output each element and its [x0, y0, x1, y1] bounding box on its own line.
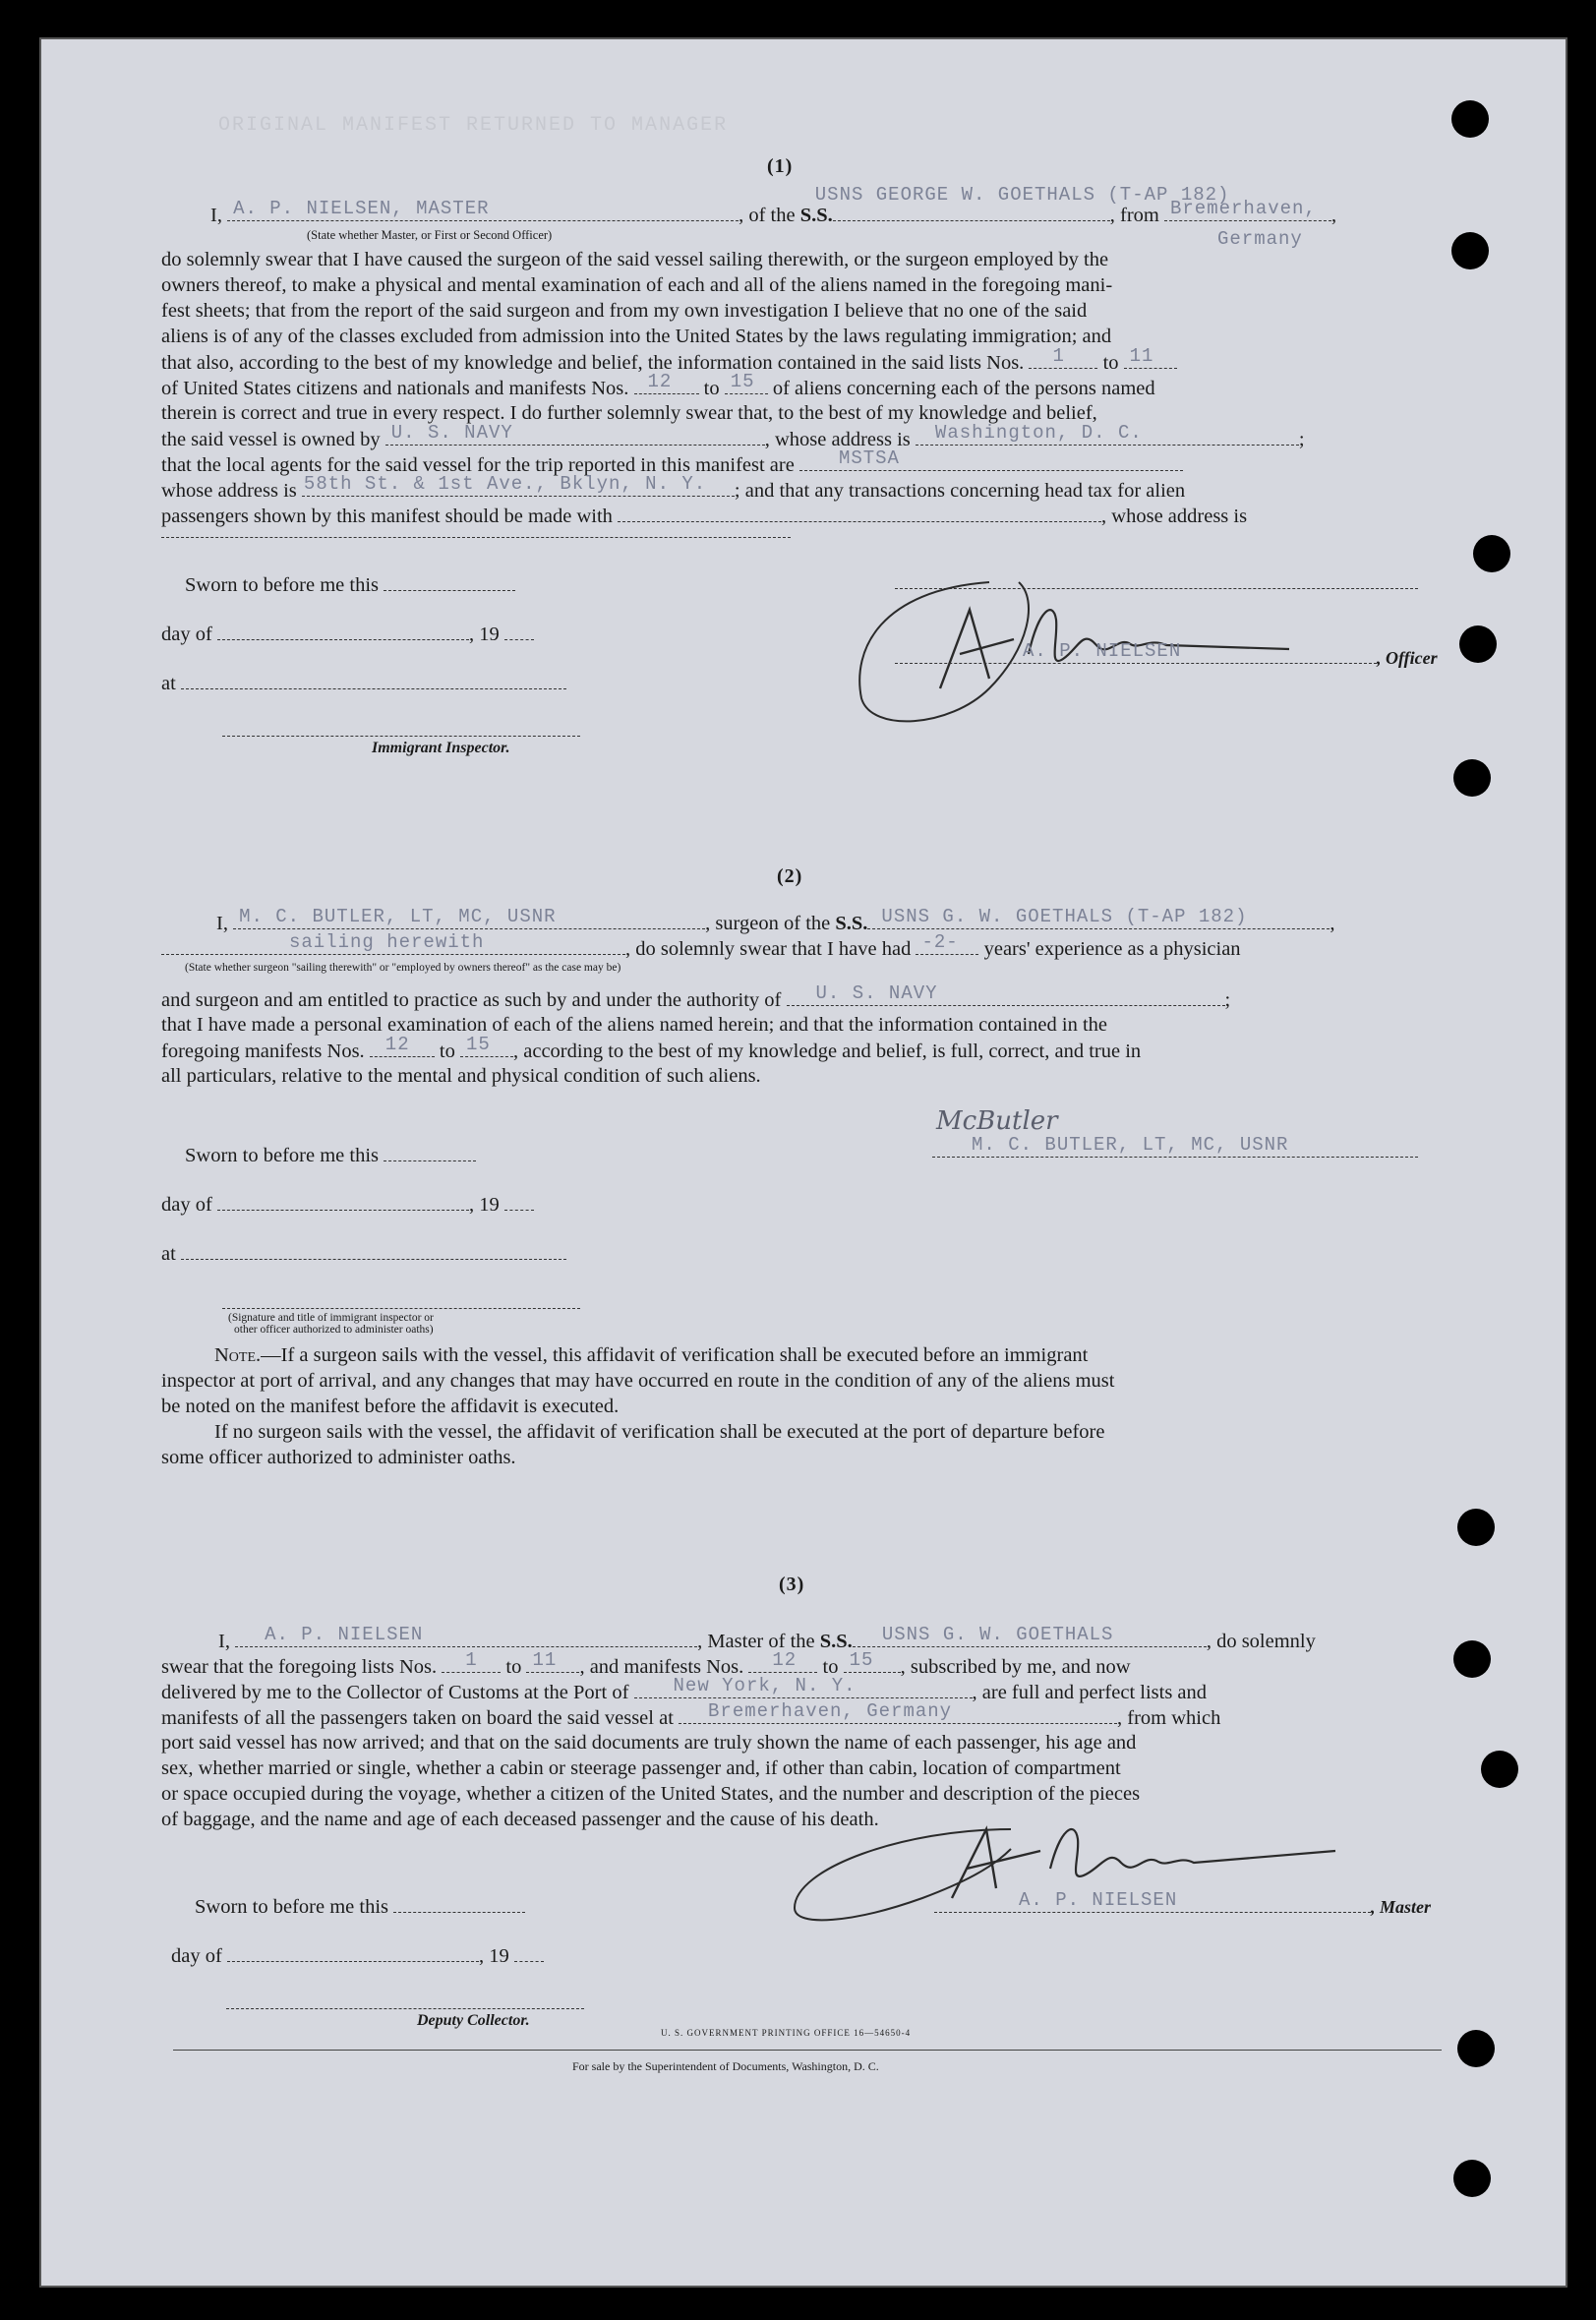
- ss-label: S.S.: [835, 913, 868, 934]
- punch-hole: [1457, 1509, 1495, 1546]
- surgeon-state-note: (State whether surgeon "sailing therewith" or "employed by owners thereof" as the case may be): [185, 962, 621, 974]
- punch-hole: [1451, 100, 1489, 138]
- sec2-line-1: I, M. C. BUTLER, LT, MC, USNR , surgeon of the S.S. USNS G. W. GOETHALS (T-AP 182) ,: [216, 906, 1335, 934]
- sec2-line-3: and surgeon and am entitled to practice as such by and under the authority of U. S. NAVY ;: [161, 982, 1231, 1011]
- sec2-manifests-line: foregoing manifests Nos. 12 to 15 , according to the best of my knowledge and belief, is full, correct, and true in: [161, 1034, 1142, 1062]
- sec3-line-4: manifests of all the passengers taken on board the said vessel at Bremerhaven, Germany , from which: [161, 1700, 1221, 1729]
- sec3-line-1: I, A. P. NIELSEN , Master of the S.S. USNS G. W. GOETHALS , do solemnly: [218, 1624, 1316, 1652]
- sec2-sworn: Sworn to before me this: [185, 1143, 476, 1167]
- punch-hole: [1459, 625, 1497, 663]
- note-line-1: Note.—If a surgeon sails with the vessel, this affidavit of verification shall be executed before an immigrant: [214, 1344, 1089, 1366]
- svg-text:McButler: McButler: [936, 1106, 1058, 1136]
- punch-hole: [1473, 535, 1510, 572]
- sworn-day-field: [384, 572, 515, 591]
- sec3-master-name-field: A. P. NIELSEN: [235, 1629, 697, 1647]
- section-1-number: (1): [767, 155, 794, 177]
- year-field: [504, 622, 534, 640]
- from-port-field: Bremerhaven,: [1164, 203, 1331, 221]
- sec2-sign-line: [222, 1308, 580, 1309]
- sec1-paragraph-line: do solemnly swear that I have caused the surgeon of the said vessel sailing therewith, or the surgeon employed by the: [161, 249, 1109, 270]
- sec1-agents-line: that the local agents for the said vessel for the trip reported in this manifest are MSTSA: [161, 452, 1183, 477]
- owner-field: U. S. NAVY: [385, 427, 765, 446]
- master-name-field: A. P. NIELSEN, MASTER: [227, 203, 739, 221]
- board-port-field: Bremerhaven, Germany: [679, 1705, 1117, 1724]
- sec3-paragraph-line: of baggage, and the name and age of each deceased passenger and the cause of his death.: [161, 1809, 879, 1830]
- sec2-manifests-from-field: 12: [370, 1039, 435, 1057]
- sec1-headtax-line: passengers shown by this manifest should be made with , whose address is: [161, 506, 1248, 527]
- master-line: A. P. NIELSEN , Master: [934, 1894, 1431, 1919]
- surgeon-name-field: M. C. BUTLER, LT, MC, USNR: [233, 911, 705, 929]
- sec3-paragraph-line: sex, whether married or single, whether a cabin or steerage passenger and, if other than cabin, location of compartment: [161, 1757, 1121, 1779]
- sec3-lists-from-field: 1: [442, 1654, 501, 1673]
- sec2-sig-note-1: (Signature and title of immigrant inspector or: [228, 1312, 434, 1324]
- lists-to-field: 11: [1124, 350, 1177, 369]
- port-field: New York, N. Y.: [634, 1680, 973, 1698]
- authority-field: U. S. NAVY: [787, 987, 1225, 1006]
- sec3-sworn: Sworn to before me this: [195, 1894, 525, 1919]
- headtax-address-line: [161, 537, 791, 538]
- sec3-line-3: delivered by me to the Collector of Customs at the Port of New York, N. Y. , are full and perfect lists and: [161, 1675, 1208, 1703]
- from-port-continued: Germany: [1217, 228, 1303, 250]
- sec2-line-2: sailing herewith , do solemnly swear that I have had -2- years' experience as a physician: [161, 936, 1241, 961]
- sec1-paragraph-line: therein is correct and true in every respect. I do further solemnly swear that, to the best of my knowledge and belief,: [161, 402, 1097, 424]
- sailing-field: sailing herewith: [161, 936, 625, 955]
- sec2-sig-note-2: other officer authorized to administer oaths): [234, 1324, 434, 1336]
- sec3-manifests-to-field: 15: [844, 1654, 901, 1673]
- sec1-dayof: day of , 19: [161, 622, 534, 646]
- sec3-line-2: swear that the foregoing lists Nos. 1 to 11 , and manifests Nos. 12 to 15 , subscribed by me, and now: [161, 1649, 1131, 1678]
- sec1-owner-line: the said vessel is owned by U. S. NAVY , whose address is Washington, D. C. ;: [161, 422, 1305, 450]
- master-print-field: A. P. NIELSEN: [934, 1894, 1371, 1913]
- sec1-line-1: I, A. P. NIELSEN, MASTER , of the S.S. USNS GEORGE W. GOETHALS (T-AP 182) , from Bremerhaven, ,: [210, 184, 1337, 226]
- sworn-day-field-2: [384, 1143, 476, 1161]
- at-field: [181, 671, 566, 689]
- manifest-affidavit-page: [39, 37, 1567, 2288]
- note-label: Note.: [214, 1344, 262, 1366]
- day-of-field: [217, 622, 469, 640]
- surgeon-vessel-field: USNS G. W. GOETHALS (T-AP 182): [867, 911, 1330, 929]
- sec3-manifests-from-field: 12: [748, 1654, 817, 1673]
- sec1-paragraph-line: owners thereof, to make a physical and mental examination of each and all of the aliens named in the foregoing mani-: [161, 274, 1113, 296]
- year-field-3: [514, 1943, 544, 1962]
- sec1-agent-address-line: whose address is 58th St. & 1st Ave., Bklyn, N. Y. ; and that any transactions concerning head tax for alien: [161, 473, 1186, 502]
- sec2-manifests-to-field: 15: [460, 1039, 513, 1057]
- agent-address-field: 58th St. & 1st Ave., Bklyn, N. Y.: [302, 478, 735, 497]
- officer-line: A. P. NIELSEN , Officer: [895, 645, 1438, 670]
- surgeon-print-field: M. C. BUTLER, LT, MC, USNR: [932, 1139, 1418, 1158]
- sec2-paragraph-line: that I have made a personal examination of each of the aliens named herein; and that the information contained in the: [161, 1014, 1107, 1036]
- note-line: some officer authorized to administer oaths.: [161, 1447, 516, 1468]
- sec3-dayof: day of , 19: [171, 1943, 544, 1968]
- owner-address-field: Washington, D. C.: [916, 427, 1299, 446]
- note-line: inspector at port of arrival, and any changes that may have occurred en route in the condition of any of the aliens must: [161, 1370, 1115, 1392]
- years-field: -2-: [916, 936, 978, 955]
- sale-notice: For sale by the Superintendent of Documents, Washington, D. C.: [572, 2059, 879, 2073]
- ss-label: S.S.: [819, 1631, 853, 1652]
- collector-sign-line: [226, 2008, 584, 2009]
- sec1-lists-line: that also, according to the best of my knowledge and belief, the information contained in the said lists Nos. 1 to 11: [161, 350, 1177, 375]
- faint-header: ORIGINAL MANIFEST RETURNED TO MANAGER: [218, 114, 729, 137]
- headtax-field: [618, 504, 1101, 522]
- deputy-collector-label: Deputy Collector.: [417, 2012, 530, 2029]
- at-field-2: [181, 1241, 566, 1260]
- footer-rule: [173, 2050, 1442, 2051]
- surgeon-print-line: [932, 1134, 1418, 1163]
- master-state-note: (State whether Master, or First or Second Officer): [307, 228, 553, 242]
- gpo-imprint: U. S. GOVERNMENT PRINTING OFFICE 16—54650-4: [661, 2028, 912, 2038]
- sec1-at: at: [161, 671, 566, 695]
- punch-hole: [1457, 2030, 1495, 2067]
- punch-hole: [1453, 759, 1491, 797]
- punch-hole: [1453, 1640, 1491, 1678]
- sec3-paragraph-line: port said vessel has now arrived; and that on the said documents are truly shown the name of each passenger, his age and: [161, 1732, 1137, 1754]
- sec3-paragraph-line: or space occupied during the voyage, whether a citizen of the United States, and the number and description of the pieces: [161, 1783, 1141, 1805]
- ss-label: S.S.: [799, 205, 833, 226]
- sec1-sworn: Sworn to before me this: [185, 572, 515, 597]
- lists-from-field: 1: [1029, 350, 1097, 369]
- note-line: be noted on the manifest before the affidavit is executed.: [161, 1396, 620, 1417]
- punch-hole: [1453, 2160, 1491, 2197]
- inspector-sign-line: [222, 736, 580, 737]
- sec3-lists-to-field: 11: [526, 1654, 579, 1673]
- manifests-from-field: 12: [634, 376, 699, 394]
- day-of-field-2: [217, 1192, 469, 1211]
- sec1-paragraph-line: fest sheets; that from the report of the said surgeon and from my own investigation I believe that no one of the said: [161, 300, 1088, 322]
- punch-hole: [1451, 232, 1489, 269]
- sec3-vessel-field: USNS G. W. GOETHALS: [853, 1629, 1207, 1647]
- sec2-paragraph-line: all particulars, relative to the mental and physical condition of such aliens.: [161, 1065, 761, 1087]
- section-3-number: (3): [779, 1574, 805, 1595]
- officer-name-field: A. P. NIELSEN: [895, 645, 1377, 664]
- sec2-at: at: [161, 1241, 566, 1266]
- vessel-field: USNS GEORGE W. GOETHALS (T-AP 182): [833, 203, 1110, 221]
- sworn-day-field-3: [393, 1894, 525, 1913]
- note-line: If no surgeon sails with the vessel, the affidavit of verification shall be executed at the port of departure before: [214, 1421, 1105, 1443]
- year-field-2: [504, 1192, 534, 1211]
- sec1-manifests-line: of United States citizens and nationals and manifests Nos. 12 to 15 of aliens concerning each of the persons named: [161, 371, 1155, 399]
- section-2-number: (2): [777, 865, 803, 887]
- punch-hole: [1481, 1751, 1518, 1788]
- sec2-dayof: day of , 19: [161, 1192, 534, 1217]
- agents-field: MSTSA: [799, 452, 1183, 471]
- day-of-field-3: [227, 1943, 479, 1962]
- immigrant-inspector-label: Immigrant Inspector.: [372, 740, 510, 756]
- sec1-paragraph-line: aliens is of any of the classes excluded from admission into the United States by the laws regulating immigration; and: [161, 326, 1112, 347]
- manifests-to-field: 15: [725, 376, 768, 394]
